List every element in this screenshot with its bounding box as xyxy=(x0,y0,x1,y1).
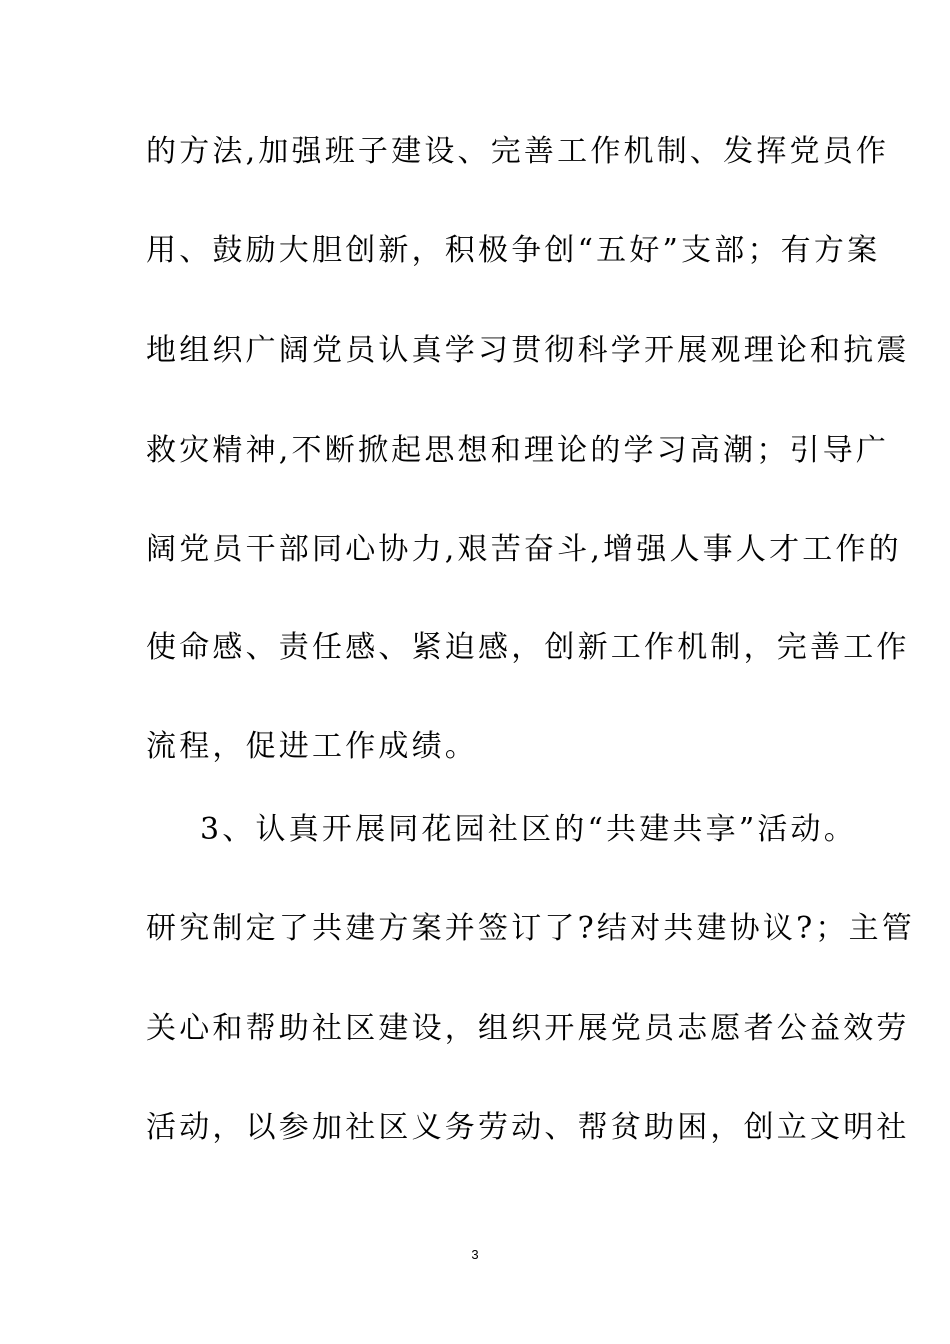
section-heading-line: 3、认真开展同花园社区的“共建共享”活动。 xyxy=(200,812,857,847)
body-text-line: 的方法,加强班子建设、完善工作机制、发挥党员作 xyxy=(146,134,890,169)
body-text-line: 用、鼓励大胆创新，积极争创“五好”支部；有方案 xyxy=(146,233,881,268)
page-number: 3 xyxy=(471,1247,479,1262)
body-text-line: 流程，促进工作成绩。 xyxy=(146,729,478,764)
body-text-line: 阔党员干部同心协力,艰苦奋斗,增强人事人才工作的 xyxy=(146,532,902,567)
body-text-line: 使命感、责任感、紧迫感，创新工作机制，完善工作 xyxy=(146,630,910,665)
body-text-line: 研究制定了共建方案并签订了?结对共建协议?；主管 xyxy=(146,911,915,946)
body-text-line: 救灾精神,不断掀起思想和理论的学习高潮；引导广 xyxy=(146,433,890,468)
body-text-line: 关心和帮助社区建设，组织开展党员志愿者公益效劳 xyxy=(146,1011,910,1046)
body-text-line: 地组织广阔党员认真学习贯彻科学开展观理论和抗震 xyxy=(146,333,910,368)
body-text-line: 活动，以参加社区义务劳动、帮贫助困，创立文明社 xyxy=(146,1110,910,1145)
